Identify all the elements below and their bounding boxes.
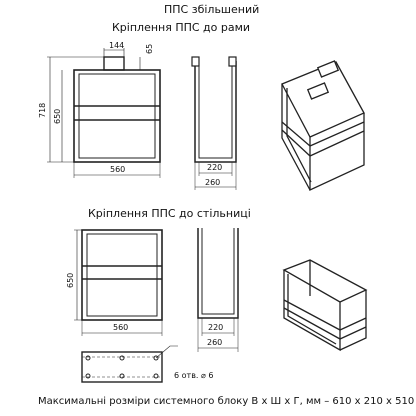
holes-note: 6 отв. ⌀ 6 <box>174 371 214 380</box>
dim-depth-1: 260 <box>205 178 221 187</box>
dim-inner-depth-2: 220 <box>208 323 224 332</box>
isometric-frame-mount <box>282 61 364 190</box>
dim-total-height: 718 <box>38 102 47 118</box>
dim-depth-2: 260 <box>207 338 223 347</box>
isometric-tabletop-mount <box>284 260 366 350</box>
dim-inner-depth-1: 220 <box>207 163 223 172</box>
dim-width-2: 560 <box>113 323 129 332</box>
dim-body-height-1: 650 <box>53 108 62 124</box>
footer-note: Максимальні розміри системного блоку В х Ш х Г, мм – 610 х 210 х 510 <box>38 396 415 407</box>
front-view-tabletop-mount <box>74 230 162 336</box>
section2-heading: Кріплення ППС до стільниці <box>88 207 251 220</box>
front-view-frame-mount <box>47 48 160 178</box>
side-view-tabletop-mount <box>198 228 238 352</box>
section1-heading: Кріплення ППС до рами <box>112 21 251 34</box>
dim-top-height: 65 <box>145 43 154 54</box>
page-title: ППС збільшений <box>164 3 260 16</box>
dim-top-width: 144 <box>109 41 125 50</box>
dim-width-1: 560 <box>110 165 126 174</box>
plate-top-view <box>82 346 178 382</box>
dim-body-height-2: 650 <box>66 272 75 288</box>
